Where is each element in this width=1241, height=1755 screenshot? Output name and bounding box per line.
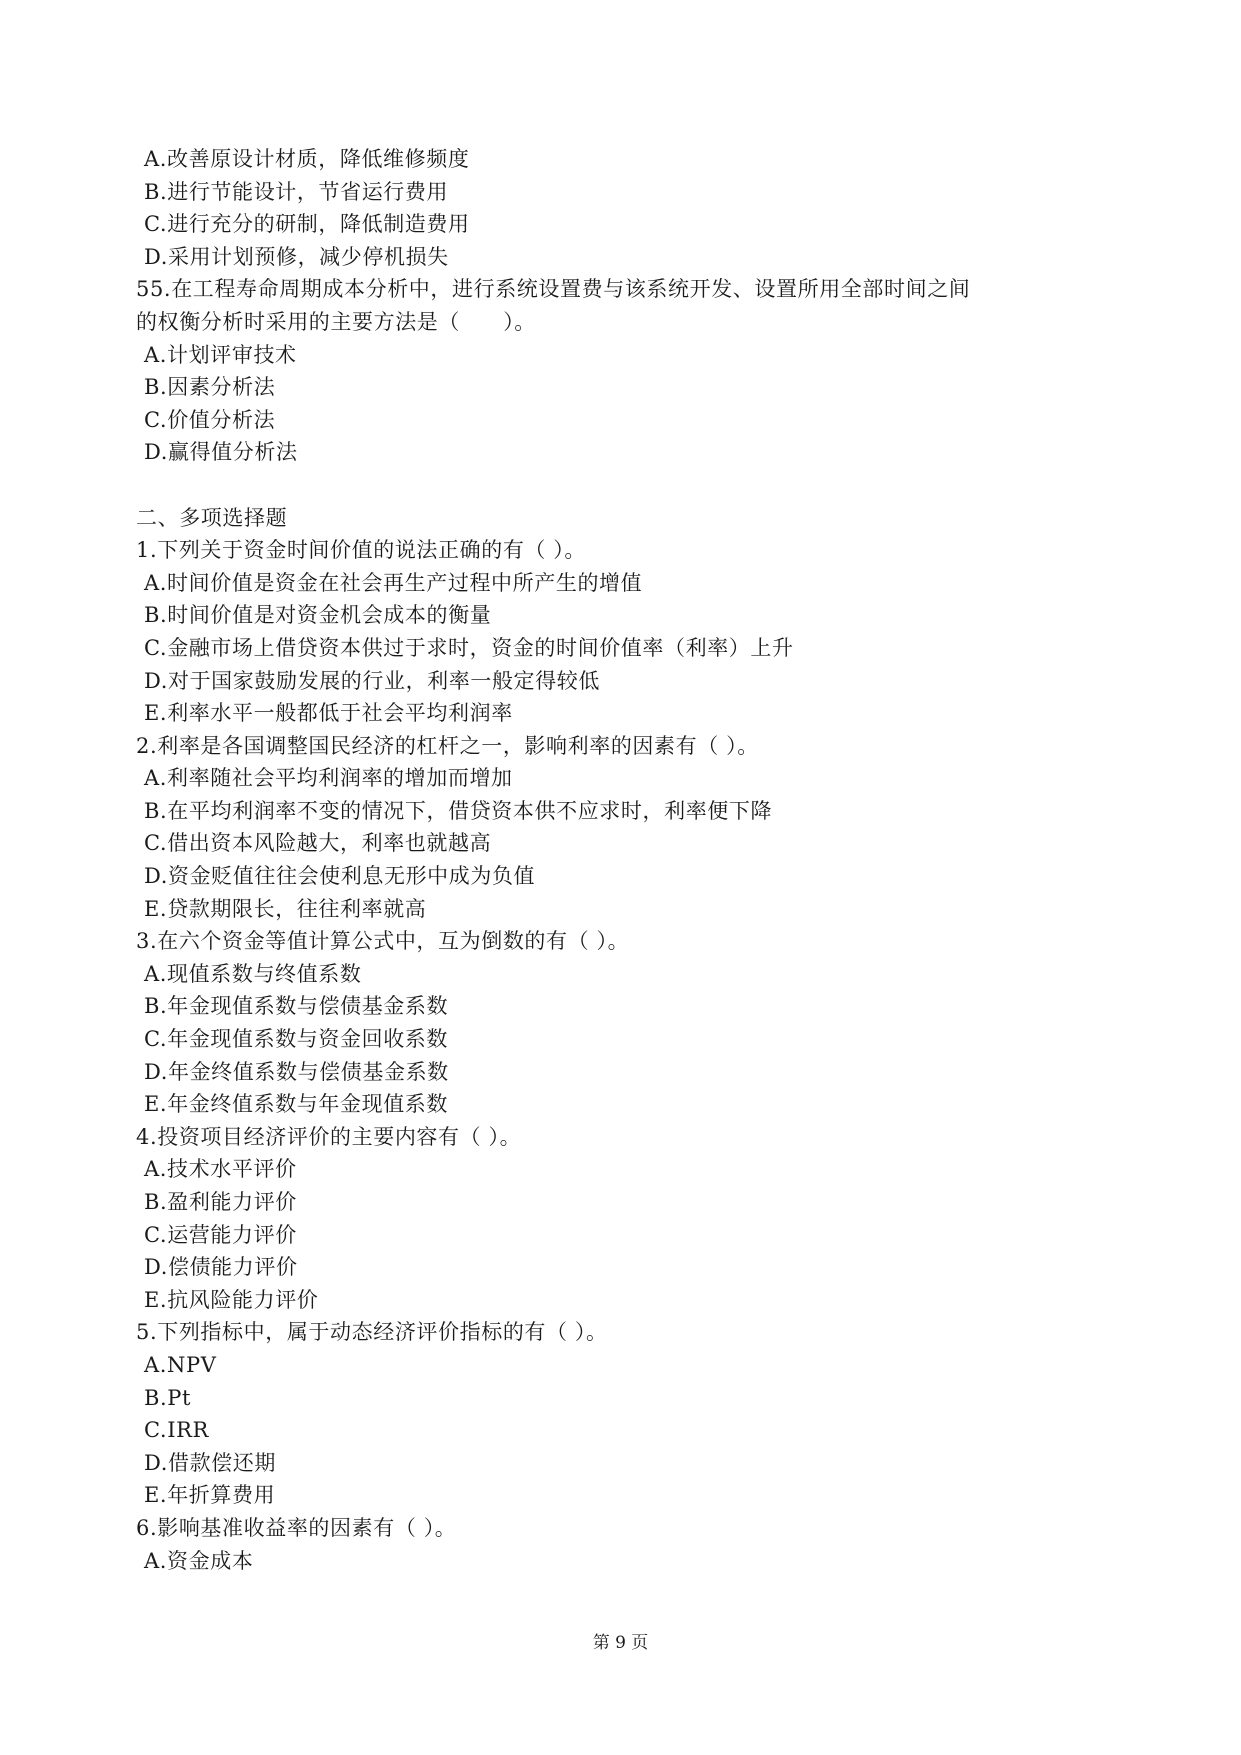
option-c: C.借出资本风险越大，利率也就越高	[144, 831, 492, 856]
question-stem: 6.影响基准收益率的因素有（ ）。	[136, 1515, 457, 1540]
option-b: B.进行节能设计，节省运行费用	[144, 179, 449, 204]
option-a: A.改善原设计材质，降低维修频度	[144, 147, 470, 171]
option-a: A.时间价值是资金在社会再生产过程中所产生的增值	[144, 570, 643, 595]
option-e: E.抗风险能力评价	[144, 1287, 319, 1312]
option-e: E.年金终值系数与年金现值系数	[144, 1092, 449, 1117]
option-a: A.计划评审技术	[144, 342, 297, 367]
option-d: D.赢得值分析法	[144, 440, 298, 465]
option-a: A.NPV	[144, 1352, 217, 1377]
option-c: C.运营能力评价	[144, 1222, 297, 1247]
option-b: B.因素分析法	[144, 375, 276, 400]
multi-question-5	[136, 1316, 1096, 1512]
question-stem-line: 55.在工程寿命周期成本分析中，进行系统设置费与该系统开发、设置所用全部时间之间	[136, 277, 971, 302]
option-b: B.年金现值系数与偿债基金系数	[144, 994, 449, 1019]
option-a: A.现值系数与终值系数	[144, 961, 362, 986]
option-c: C.年金现值系数与资金回收系数	[144, 1027, 448, 1052]
question-stem: 4.投资项目经济评价的主要内容有（ ）。	[136, 1124, 522, 1149]
option-d: D.采用计划预修，减少停机损失	[144, 244, 449, 269]
blank-line	[136, 469, 1096, 502]
option-b: B.时间价值是对资金机会成本的衡量	[144, 603, 492, 628]
option-c: C.IRR	[144, 1418, 209, 1443]
multi-question-6	[136, 1512, 1096, 1577]
option-d: D.年金终值系数与偿债基金系数	[144, 1059, 449, 1084]
option-c: C.进行充分的研制，降低制造费用	[144, 212, 470, 237]
option-a: A.利率随社会平均利润率的增加而增加	[144, 766, 513, 791]
multi-question-1	[136, 534, 1096, 730]
page-number-footer: 第 9 页	[592, 1633, 649, 1653]
option-b: B.Pt	[144, 1385, 192, 1410]
question-stem: 2.利率是各国调整国民经济的杠杆之一，影响利率的因素有（ ）。	[136, 733, 759, 758]
previous-question-options	[136, 143, 1096, 273]
option-d: D.对于国家鼓励发展的行业，利率一般定得较低	[144, 668, 600, 693]
question-stem: 5.下列指标中，属于动态经济评价指标的有（ ）。	[136, 1320, 608, 1345]
question-stem: 1.下列关于资金时间价值的说法正确的有（ ）。	[136, 538, 587, 563]
option-a: A.资金成本	[144, 1548, 254, 1573]
option-d: D.偿债能力评价	[144, 1255, 298, 1280]
option-e: E.贷款期限长，往往利率就高	[144, 896, 427, 921]
multi-question-2	[136, 730, 1096, 926]
option-a: A.技术水平评价	[144, 1157, 297, 1182]
option-b: B.盈利能力评价	[144, 1190, 297, 1214]
option-b: B.在平均利润率不变的情况下，借贷资本供不应求时，利率便下降	[144, 798, 773, 823]
option-e: E.利率水平一般都低于社会平均利润率	[144, 701, 513, 726]
multi-question-3	[136, 925, 1096, 1121]
option-e: E.年折算费用	[144, 1483, 276, 1508]
question-stem: 3.在六个资金等值计算公式中，互为倒数的有（ ）。	[136, 929, 630, 954]
page-content	[136, 143, 1096, 1577]
question-stem-line: 的权衡分析时采用的主要方法是（ ）。	[136, 309, 536, 334]
question-55	[136, 273, 1096, 469]
option-c: C.价值分析法	[144, 407, 276, 432]
option-d: D.资金贬值往往会使利息无形中成为负值	[144, 864, 536, 889]
option-c: C.金融市场上借贷资本供过于求时，资金的时间价值率（利率）上升	[144, 635, 794, 660]
section-title: 二、多项选择题	[136, 505, 288, 530]
option-d: D.借款偿还期	[144, 1450, 276, 1475]
multi-question-4	[136, 1121, 1096, 1317]
